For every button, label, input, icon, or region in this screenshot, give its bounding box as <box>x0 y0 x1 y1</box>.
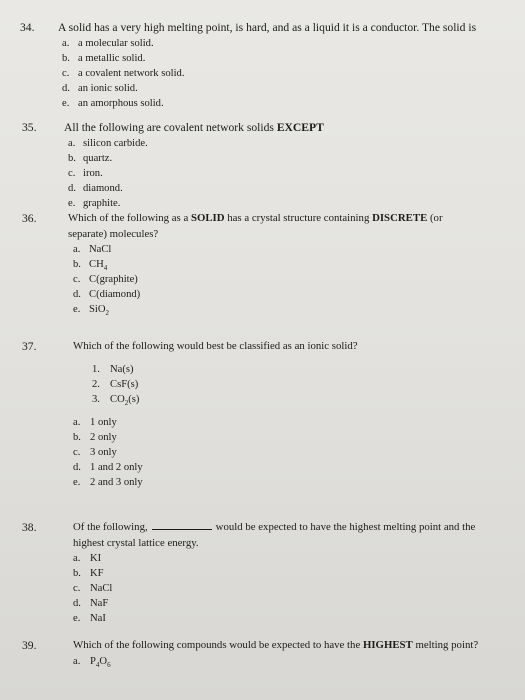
choice-a: a. silicon carbide. <box>68 138 148 149</box>
choice-c: c. iron. <box>68 168 103 179</box>
question-number: 35. <box>22 121 37 134</box>
question-stem: Which of the following would best be classified as an ionic solid? <box>73 340 358 352</box>
choice-d: d. an ionic solid. <box>62 83 138 94</box>
choice-a: a. NaCl <box>73 244 112 255</box>
choice-a: a. a molecular solid. <box>62 38 154 49</box>
choice-e: e. SiO$_2$ <box>73 304 109 318</box>
choice-d: d. NaF <box>73 598 109 609</box>
question-stem: Which of the following compounds would be expected to have the HIGHEST melting point? <box>73 639 479 651</box>
choice-c: c. NaCl <box>73 583 113 594</box>
choice-b: b. $CH_4$ <box>73 259 108 273</box>
question-number: 34. <box>20 21 35 34</box>
choice-a: a. $P_4O_6$ <box>73 656 111 670</box>
choice-b: b. quartz. <box>68 153 113 164</box>
choice-b: b. KF <box>73 568 104 579</box>
question-39 <box>0 637 525 669</box>
question-34 <box>0 19 525 111</box>
question-stem: Of the following, would be expected to have the highest melting point and the <box>73 521 476 533</box>
choice-e: e. an amorphous solid. <box>62 98 164 109</box>
choice-c: c. a covalent network solid. <box>62 68 185 79</box>
choice-d: d. diamond. <box>68 183 123 194</box>
question-stem-line-2: highest crystal lattice energy. <box>73 537 199 549</box>
question-37 <box>0 338 525 490</box>
question-stem: Which of the following as a SOLID has a crystal structure containing DISCRETE (or <box>68 212 443 224</box>
question-number: 38. <box>22 521 37 534</box>
choice-e: e. NaI <box>73 613 106 624</box>
choice-e: e. graphite. <box>68 198 121 209</box>
choice-d: d. 1 and 2 only <box>73 462 143 473</box>
item-3: 3. $CO_2(s)$ <box>92 394 140 408</box>
choice-d: d. C(diamond) <box>73 289 141 300</box>
question-stem: A solid has a very high melting point, is hard, and as a liquid it is a conductor. The solid is <box>58 21 477 34</box>
question-35 <box>0 119 525 211</box>
question-38 <box>0 519 525 626</box>
item-1: 1. Na(s) <box>92 364 134 375</box>
question-number: 39. <box>22 639 37 652</box>
choice-e: e. 2 and 3 only <box>73 477 143 488</box>
choice-b: b. a metallic solid. <box>62 53 146 64</box>
choice-b: b. 2 only <box>73 432 117 443</box>
question-number: 36. <box>22 212 37 225</box>
choice-a: a. KI <box>73 553 102 564</box>
question-36 <box>0 210 525 317</box>
question-stem-line-2: separate) molecules? <box>68 228 159 240</box>
item-2: 2. CsF(s) <box>92 379 139 390</box>
choice-c: c. C(graphite) <box>73 274 138 285</box>
choice-c: c. 3 only <box>73 447 117 458</box>
question-stem: All the following are covalent network solids EXCEPT <box>64 121 324 134</box>
question-number: 37. <box>22 340 37 353</box>
choice-a: a. 1 only <box>73 417 117 428</box>
answer-blank <box>152 519 212 530</box>
